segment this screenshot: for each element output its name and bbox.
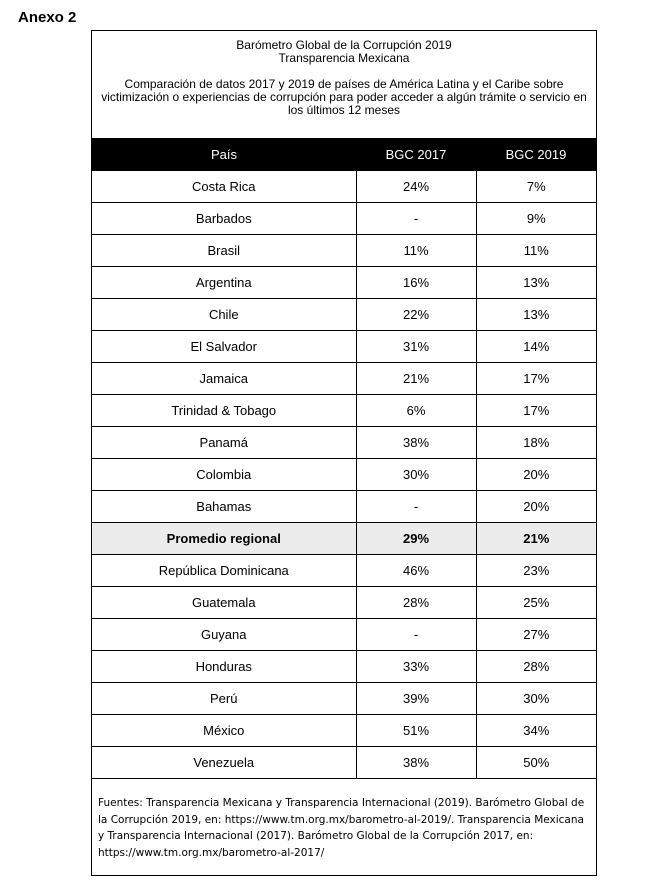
- table-row: [92, 235, 596, 267]
- table-row: [92, 203, 596, 235]
- bgc-2019-cell: 14%: [476, 331, 596, 363]
- bgc-2017-cell: 11%: [356, 235, 476, 267]
- table-row: [92, 331, 596, 363]
- country-cell: Chile: [92, 299, 356, 331]
- country-cell: México: [92, 715, 356, 747]
- bgc-2017-cell: 38%: [356, 427, 476, 459]
- table-row: [92, 491, 596, 523]
- country-cell: Venezuela: [92, 747, 356, 779]
- table-row: [92, 267, 596, 299]
- bgc-2017-cell: 16%: [356, 267, 476, 299]
- table-row: [92, 555, 596, 587]
- country-cell: Bahamas: [92, 491, 356, 523]
- table-row: [92, 427, 596, 459]
- bgc-2019-cell: 13%: [476, 299, 596, 331]
- bgc-2019-cell: 9%: [476, 203, 596, 235]
- bgc-2017-cell: 46%: [356, 555, 476, 587]
- country-cell: Argentina: [92, 267, 356, 299]
- bgc-2017-cell: -: [356, 203, 476, 235]
- table-row: [92, 299, 596, 331]
- bgc-2019-cell: 27%: [476, 619, 596, 651]
- table-row: [92, 395, 596, 427]
- table-row: [92, 715, 596, 747]
- bgc-2017-cell: 31%: [356, 331, 476, 363]
- title-block: [92, 31, 596, 65]
- table-row: [92, 747, 596, 779]
- country-cell: Panamá: [92, 427, 356, 459]
- bgc-2019-cell: 18%: [476, 427, 596, 459]
- country-cell: Barbados: [92, 203, 356, 235]
- bgc-2019-cell: 20%: [476, 491, 596, 523]
- title-line-2: Transparencia Mexicana: [278, 51, 410, 65]
- table-row: [92, 619, 596, 651]
- bgc-2017-cell: 38%: [356, 747, 476, 779]
- regional-average-row: [92, 523, 596, 555]
- table-row: [92, 651, 596, 683]
- country-cell: Brasil: [92, 235, 356, 267]
- title-line-1: Barómetro Global de la Corrupción 2019: [236, 38, 452, 52]
- country-cell: Costa Rica: [92, 171, 356, 203]
- bgc-2019-cell: 21%: [476, 523, 596, 555]
- country-cell: Jamaica: [92, 363, 356, 395]
- source-note: Fuentes: Transparencia Mexicana y Transparencia Internacional (2019). Barómetro Global de la Corrupción 2019, en: https://www.tm.org.mx/barometro-al-2019/. Transparencia Mexicana y Transparencia Internacional (2017). Barómetro Global de la Corrupción 2017, en: https://www.tm.org.mx/barometro-al-2017/: [98, 797, 585, 859]
- table-row: [92, 363, 596, 395]
- header-row: [92, 138, 596, 171]
- country-cell: República Dominicana: [92, 555, 356, 587]
- table-row: [92, 171, 596, 203]
- bgc-2017-cell: 29%: [356, 523, 476, 555]
- bgc-2017-cell: 21%: [356, 363, 476, 395]
- bgc-2017-cell: 33%: [356, 651, 476, 683]
- bgc-2019-cell: 17%: [476, 363, 596, 395]
- table-row: [92, 683, 596, 715]
- column-header-bgc-2019: BGC 2019: [476, 138, 596, 171]
- bgc-2017-cell: 22%: [356, 299, 476, 331]
- table-row: [92, 459, 596, 491]
- bgc-2017-cell: 30%: [356, 459, 476, 491]
- column-header-bgc-2017: BGC 2017: [356, 138, 476, 171]
- bgc-2019-cell: 25%: [476, 587, 596, 619]
- description: Comparación de datos 2017 y 2019 de países de América Latina y el Caribe sobre victimización o experiencias de corrupción para poder acceder a algún trámite o servicio en los últimos 12 meses: [101, 77, 587, 117]
- country-cell: Trinidad & Tobago: [92, 395, 356, 427]
- bgc-2017-cell: -: [356, 619, 476, 651]
- data-table: [92, 138, 596, 779]
- country-cell: Promedio regional: [92, 523, 356, 555]
- bgc-2019-cell: 20%: [476, 459, 596, 491]
- bgc-2017-cell: -: [356, 491, 476, 523]
- bgc-2017-cell: 39%: [356, 683, 476, 715]
- bgc-2019-cell: 23%: [476, 555, 596, 587]
- table-header-block: [92, 31, 596, 117]
- column-header-pais: País: [92, 138, 356, 171]
- bgc-2019-cell: 50%: [476, 747, 596, 779]
- bgc-2017-cell: 6%: [356, 395, 476, 427]
- bgc-2019-cell: 13%: [476, 267, 596, 299]
- country-cell: Honduras: [92, 651, 356, 683]
- bgc-2019-cell: 34%: [476, 715, 596, 747]
- bgc-2017-cell: 24%: [356, 171, 476, 203]
- report-box: [91, 30, 597, 876]
- bgc-2017-cell: 28%: [356, 587, 476, 619]
- bgc-2019-cell: 11%: [476, 235, 596, 267]
- country-cell: Guyana: [92, 619, 356, 651]
- country-cell: Perú: [92, 683, 356, 715]
- bgc-2019-cell: 7%: [476, 171, 596, 203]
- country-cell: Colombia: [92, 459, 356, 491]
- bgc-2017-cell: 51%: [356, 715, 476, 747]
- annex-label: Anexo 2: [18, 9, 77, 26]
- table-row: [92, 587, 596, 619]
- bgc-2019-cell: 17%: [476, 395, 596, 427]
- bgc-2019-cell: 28%: [476, 651, 596, 683]
- country-cell: Guatemala: [92, 587, 356, 619]
- country-cell: El Salvador: [92, 331, 356, 363]
- bgc-2019-cell: 30%: [476, 683, 596, 715]
